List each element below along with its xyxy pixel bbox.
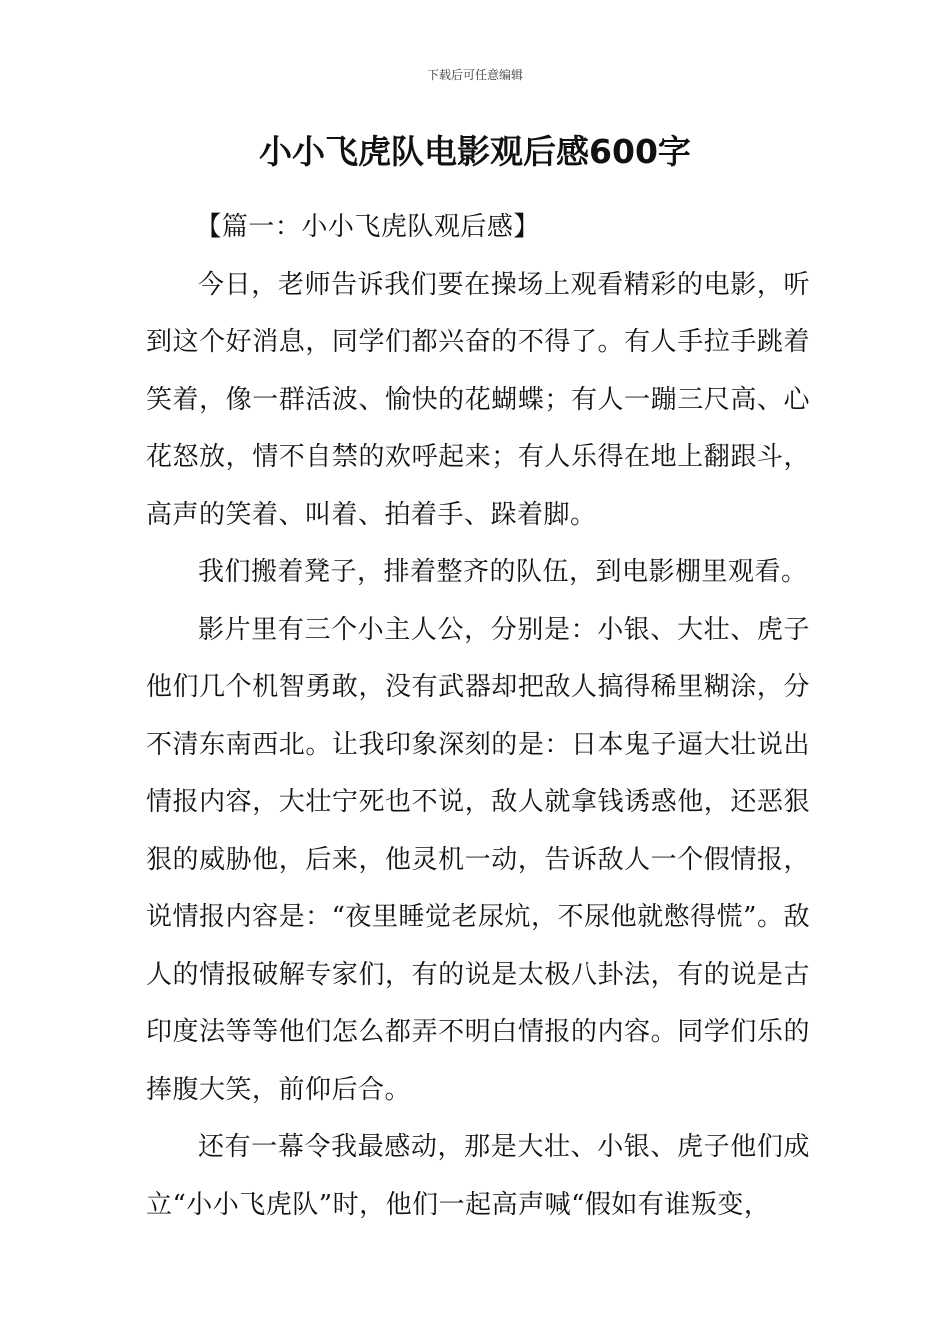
paragraph-4: 还有一幕令我最感动，那是大壮、小银、虎子他们成立“小小飞虎队”时，他们一起高声喊“假如有谁叛变， <box>146 1132 810 1220</box>
page-header-note: 下载后可任意编辑 <box>426 68 523 82</box>
paragraph-3: 影片里有三个小主人公，分别是：小银、大壮、虎子他们几个机智勇敢，没有武器却把敌人搞得稀里糊涂，分不清东南西北。让我印象深刻的是：日本鬼子逼大壮说出情报内容，大壮宁死也不说，敌人就拿钱诱惑他，还恶狠狠的威胁他，后来，他灵机一动，告诉敌人一个假情报，说情报内容是：“夜里睡觉老尿炕，不尿他就憋得慌”。敌人的情报破解专家们，有的说是太极八卦法，有的说是古印度法等等他们怎么都弄不明白情报的内容。同学们乐的捧腹大笑，前仰后合。 <box>146 614 810 1105</box>
section-heading: 【篇一：小小飞虎队观后感】 <box>195 212 540 242</box>
paragraph-2: 我们搬着凳子，排着整齐的队伍，到电影棚里观看。 <box>198 557 808 587</box>
document-body <box>146 199 810 1234</box>
paragraph-1: 今日，老师告诉我们要在操场上观看精彩的电影，听到这个好消息，同学们都兴奋的不得了。有人手拉手跳着笑着，像一群活波、愉快的花蝴蝶；有人一蹦三尺高、心花怒放，情不自禁的欢呼起来；有人乐得在地上翻跟斗，高声的笑着、叫着、拍着手、跺着脚。 <box>146 269 810 530</box>
document-title: 小小飞虎队电影观后感600字 <box>259 132 691 171</box>
